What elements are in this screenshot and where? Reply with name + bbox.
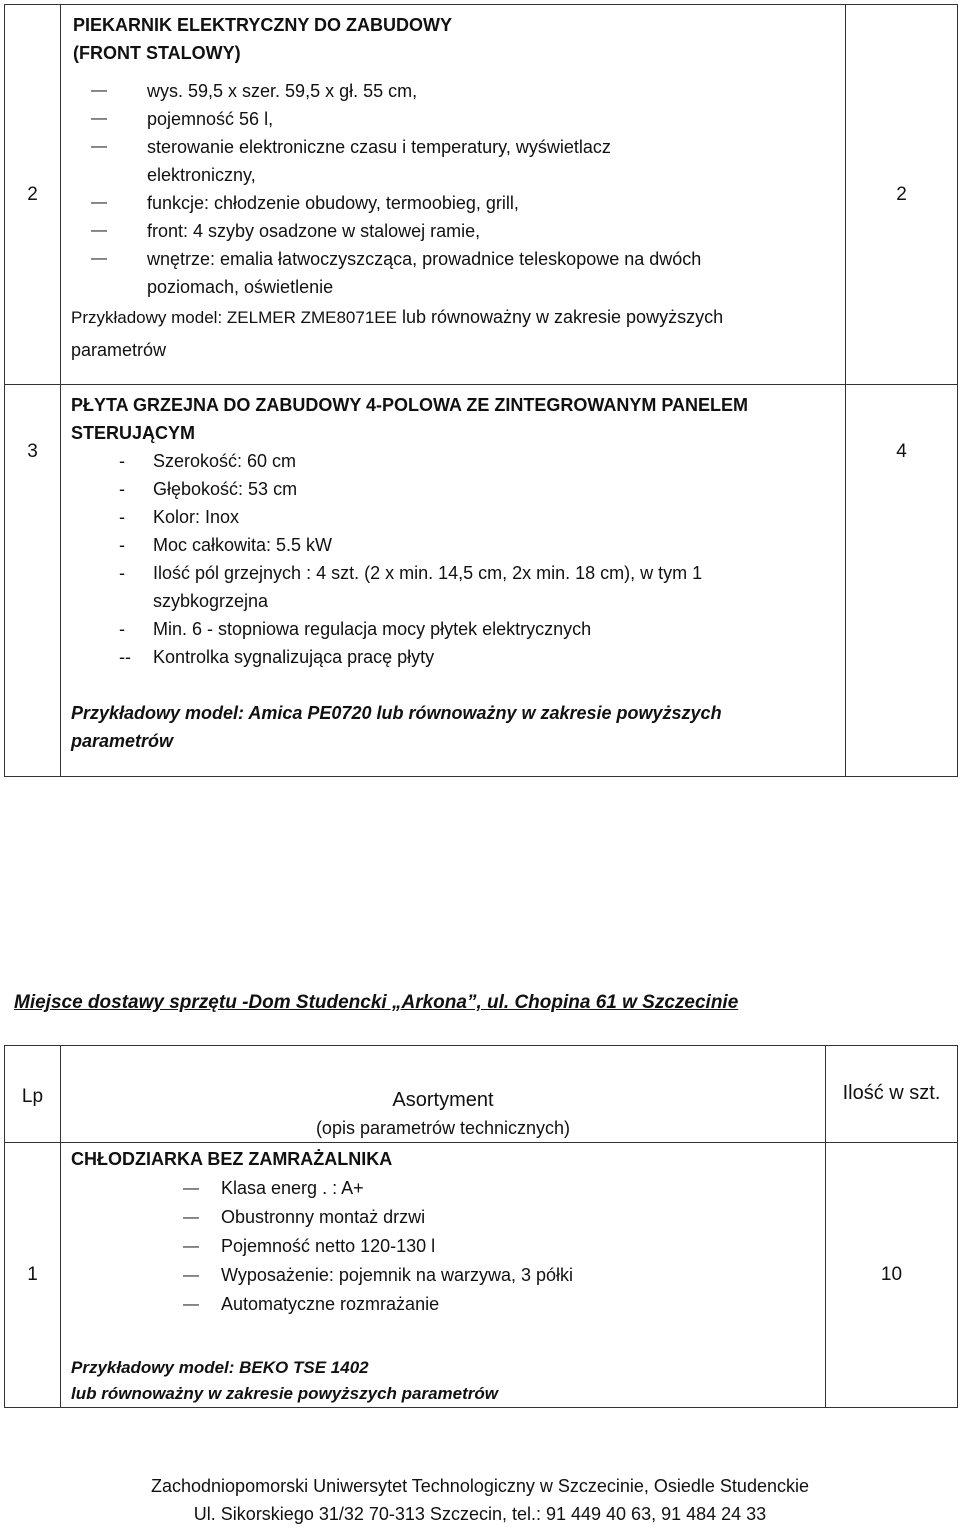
list-item: — Pojemność netto 120-130 l: [71, 1232, 815, 1261]
list-item-text: Kolor: Inox: [153, 507, 240, 527]
spec-list: [71, 447, 835, 671]
column-header-lp: Lp: [5, 1046, 61, 1143]
list-item-text: Szerokość: 60 cm: [153, 451, 297, 471]
assortment-label: Asortyment: [392, 1089, 494, 1111]
list-item: — Automatyczne rozmrażanie: [71, 1290, 815, 1319]
item-quantity: 4: [846, 385, 958, 777]
table-row: [5, 1143, 958, 1408]
dash-mark: --: [119, 647, 131, 667]
item-title: [71, 11, 835, 67]
list-item-text: Min. 6 - stopniowa regulacja mocy płytek elektrycznych: [153, 619, 592, 639]
list-item-text: Moc całkowita: 5.5 kW: [153, 535, 333, 555]
item-quantity: 2: [846, 5, 958, 385]
equipment-table-1: [4, 4, 958, 777]
dash-mark: -: [119, 563, 125, 583]
list-item: — wnętrze: emalia łatwoczyszcząca, prowadnice teleskopowe na dwóch poziomach, oświetlenie: [71, 245, 767, 301]
dash-mark: -: [119, 535, 125, 555]
list-item: [119, 531, 835, 559]
list-item: [119, 559, 813, 615]
list-item: — sterowanie elektroniczne czasu i temperatury, wyświetlacz elektroniczny,: [71, 133, 707, 189]
table-row: [5, 5, 958, 385]
column-header-quantity: Ilość w szt.: [826, 1046, 958, 1143]
model-note: Przykładowy model: Amica PE0720 lub równoważny w zakresie powyższych parametrów: [71, 703, 722, 751]
item-description: [61, 385, 846, 777]
item-title: PŁYTA GRZEJNA DO ZABUDOWY 4-POLOWA ZE ZINTEGROWANYM PANELEM STERUJĄCYM: [71, 395, 749, 443]
row-number: 2: [5, 5, 61, 385]
list-item: [119, 475, 835, 503]
item-quantity: 10: [826, 1143, 958, 1408]
dash-mark: -: [119, 479, 125, 499]
item-title-line-1: PIEKARNIK ELEKTRYCZNY DO ZABUDOWY: [73, 15, 453, 35]
list-item: — Wyposażenie: pojemnik na warzywa, 3 półki: [71, 1261, 815, 1290]
list-item: [119, 447, 835, 475]
list-item: — front: 4 szyby osadzone w stalowej ramie,: [71, 217, 835, 245]
model-note: [71, 1355, 815, 1407]
list-item: [119, 503, 835, 531]
row-number: 3: [5, 385, 61, 777]
model-equivalent: lub równoważny w zakresie powyższych parametrów: [71, 307, 724, 360]
spec-list: [71, 77, 835, 301]
dash-mark: -: [119, 451, 125, 471]
list-item: [119, 615, 835, 643]
model-note: [71, 301, 811, 366]
row-number: 1: [5, 1143, 61, 1408]
equipment-table-2: [4, 1045, 958, 1408]
dash-mark: -: [119, 619, 125, 639]
list-item: — funkcje: chłodzenie obudowy, termoobieg, grill,: [71, 189, 835, 217]
list-item: — pojemność 56 l,: [71, 105, 835, 133]
list-item: — Obustronny montaż drzwi: [71, 1203, 815, 1232]
list-item-text: Kontrolka sygnalizująca pracę płyty: [153, 647, 435, 667]
footer-address-line-1: Zachodniopomorski Uniwersytet Technologiczny w Szczecinie, Osiedle Studenckie: [151, 1476, 809, 1496]
model-name: Przykładowy model: BEKO TSE 1402: [71, 1358, 369, 1377]
list-item: — wys. 59,5 x szer. 59,5 x gł. 55 cm,: [71, 77, 835, 105]
footer-address-line-2: Ul. Sikorskiego 31/32 70-313 Szczecin, tel.: 91 449 40 63, 91 484 24 33: [193, 1504, 767, 1524]
spec-list: [71, 1174, 815, 1319]
item-description: [61, 5, 846, 385]
delivery-location: Miejsce dostawy sprzętu -Dom Studencki „Arkona”, ul. Chopina 61 w Szczecinie: [14, 992, 739, 1013]
table-header-row: [5, 1046, 958, 1143]
item-description: [61, 1143, 826, 1408]
column-header-assortment: [61, 1046, 826, 1143]
item-title: CHŁODZIARKA BEZ ZAMRAŻALNIKA: [71, 1149, 393, 1169]
model-equivalent: lub równoważny w zakresie powyższych parametrów: [71, 1384, 499, 1403]
table-row: [5, 385, 958, 777]
list-item-text: Głębokość: 53 cm: [153, 479, 298, 499]
item-title-line-2: (FRONT STALOWY): [73, 43, 241, 63]
list-item: [119, 643, 835, 671]
model-name: Przykładowy model: ZELMER ZME8071EE: [71, 308, 397, 327]
list-item: — Klasa energ . : A+: [71, 1174, 815, 1203]
dash-mark: -: [119, 507, 125, 527]
list-item-text: Ilość pól grzejnych : 4 szt. (2 x min. 14,5 cm, 2x min. 18 cm), w tym 1 szybkogrzejna: [153, 563, 703, 611]
assortment-sublabel: (opis parametrów technicznych): [315, 1118, 571, 1138]
